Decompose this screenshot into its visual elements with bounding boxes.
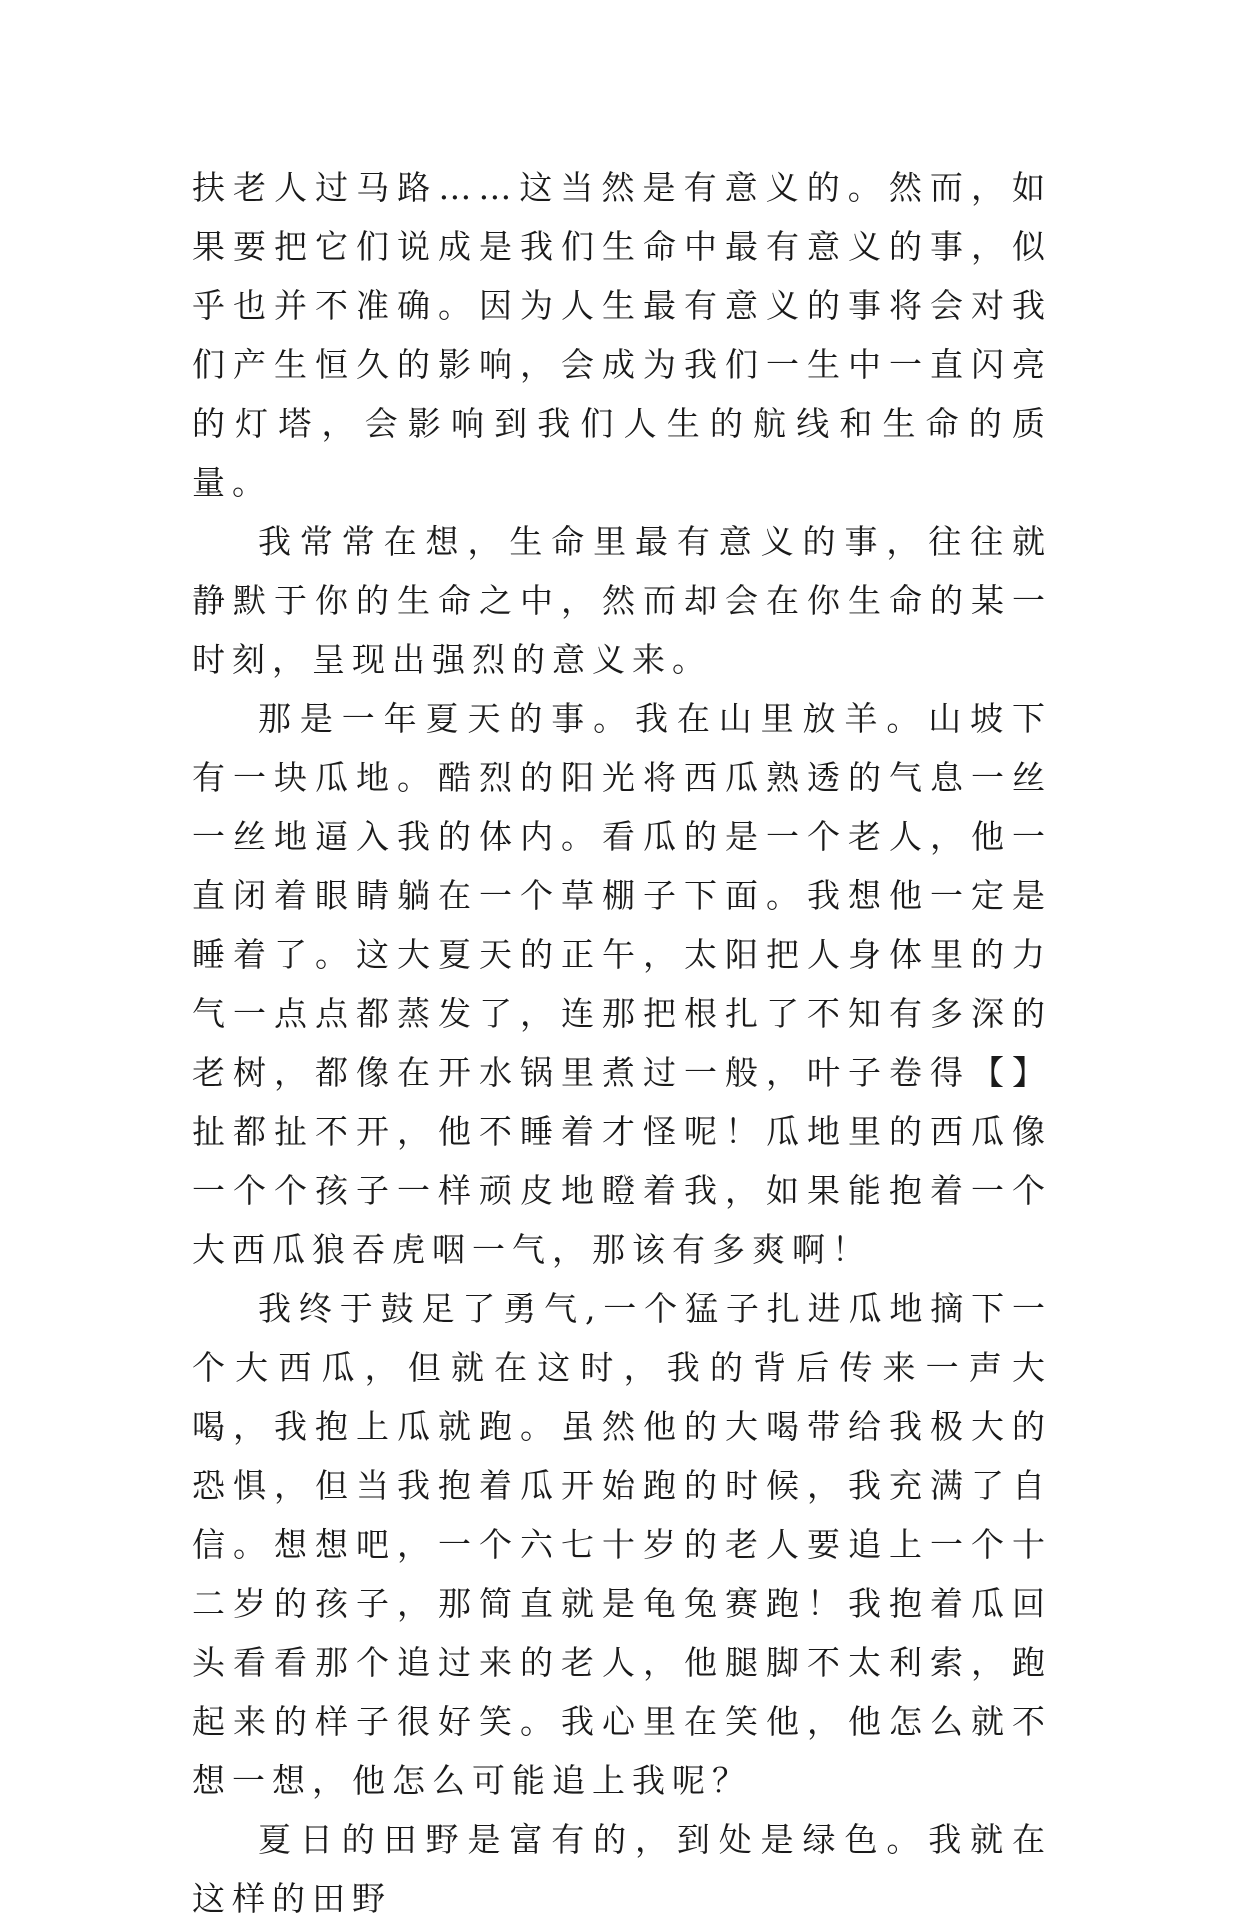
paragraph-3: 那是一年夏天的事。我在山里放羊。山坡下有一块瓜地。酷烈的阳光将西瓜熟透的气息一丝一丝地逼入我的体内。看瓜的是一个老人，他一直闭着眼睛躺在一个草棚子下面。我想他一定是睡着了。这大夏天的正午，太阳把人身体里的力气一点点都蒸发了，连那把根扎了不知有多深的老树，都像在开水锅里煮过一般，叶子卷得【】扯都扯不开，他不睡着才怪呢！瓜地里的西瓜像一个个孩子一样顽皮地瞪着我，如果能抱着一个大西瓜狼吞虎咽一气，那该有多爽啊！ xyxy=(192,699,1052,1269)
paragraph-5: 夏日的田野是富有的，到处是绿色。我就在这样的田野 xyxy=(192,1820,1052,1918)
paragraph-2: 我常常在想，生命里最有意义的事，往往就静默于你的生命之中，然而却会在你生命的某一时刻，呈现出强烈的意义来。 xyxy=(192,522,1052,679)
paragraph-4: 我终于鼓足了勇气,一个猛子扎进瓜地摘下一个大西瓜，但就在这时，我的背后传来一声大喝，我抱上瓜就跑。虽然他的大喝带给我极大的恐惧，但当我抱着瓜开始跑的时候，我充满了自信。想想吧，一个六七十岁的老人要追上一个十二岁的孩子，那简直就是龟兔赛跑！我抱着瓜回头看看那个追过来的老人，他腿脚不太利索，跑起来的样子很好笑。我心里在笑他，他怎么就不想一想，他怎么可能追上我呢？ xyxy=(192,1289,1052,1800)
paragraph-1: 扶老人过马路……这当然是有意义的。然而，如果要把它们说成是我们生命中最有意义的事，似乎也并不准确。因为人生最有意义的事将会对我们产生恒久的影响，会成为我们一生中一直闪亮的灯塔，会影响到我们人生的航线和生命的质量。 xyxy=(192,168,1052,502)
essay-body xyxy=(192,158,1052,1928)
